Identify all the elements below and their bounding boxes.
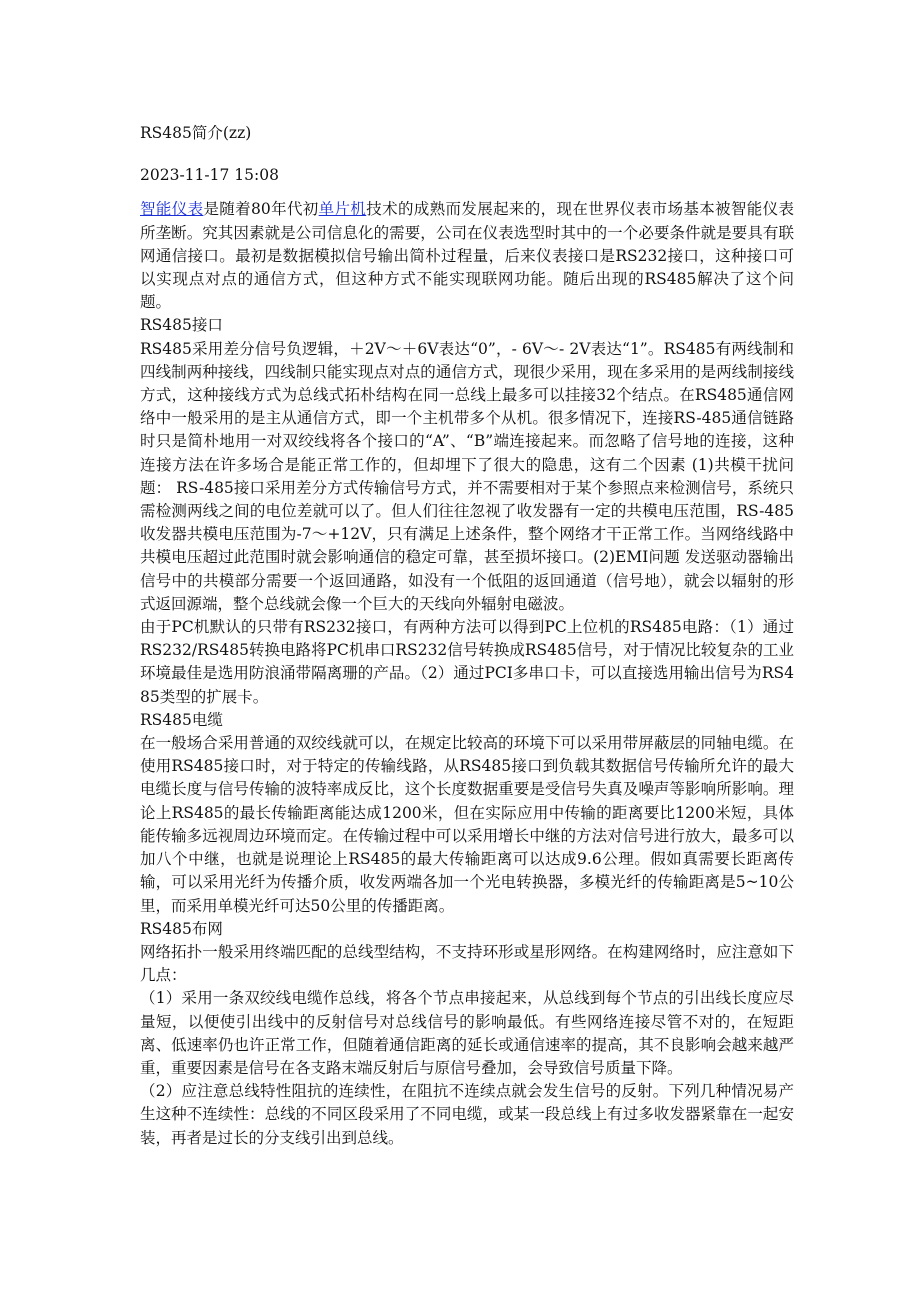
section-heading-network: RS485布网 bbox=[140, 919, 223, 938]
microcontroller-link[interactable]: 单片机 bbox=[318, 200, 367, 219]
cable-paragraph-1: 在一般场合采用普通的双绞线就可以，在规定比较高的环境下可以采用带屏蔽层的同轴电缆。在使用RS485接口时，对于特定的传输线路，从RS485接口到负载其数据信号传输所允许的最大电缆长度与信号传输的波特率成反比，这个长度数据重要是受信号失真及噪声等影响所影响。理论上RS485的最长传输距离能达成1200米，但在实际应用中传输的距离要比1200米短，具体能传输多远视周边环境而定。在传输过程中可以采用增长中继的方法对信号进行放大，最多可以加八个中继，也就是说理论上RS485的最大传输距离可以达成9.6公理。假如真需要长距离传输，可以采用光纤为传播介质，收发两端各加一个光电转换器，多模光纤的传输距离是5~10公里，而采用单模光纤可达50公里的传播距离。 bbox=[140, 734, 794, 915]
intro-paragraph bbox=[140, 198, 794, 314]
interface-paragraph-2: 由于PC机默认的只带有RS232接口，有两种方法可以得到PC上位机的RS485电路：（1）通过RS232/RS485转换电路将PC机串口RS232信号转换成RS485信号，对于情况比较复杂的工业环境最佳是选用防浪涌带隔离珊的产品。（2）通过PCI多串口卡，可以直接选用输出信号为RS485类型的扩展卡。 bbox=[140, 618, 794, 706]
section-heading-interface: RS485接口 bbox=[140, 316, 223, 335]
network-paragraph-2: （1）采用一条双绞线电缆作总线，将各个节点串接起来，从总线到每个节点的引出线长度应尽量短，以便使引出线中的反射信号对总线信号的影响最低。有些网络连接尽管不对的，在短距离、低速率仍也许正常工作，但随着通信距离的延长或通信速率的提高，其不良影响会越来越严重，重要因素是信号在各支路末端反射后与原信号叠加，会导致信号质量下降。 bbox=[140, 989, 794, 1077]
section-heading-cable: RS485电缆 bbox=[140, 710, 223, 729]
document-title: RS485简介(zz) bbox=[140, 124, 252, 142]
document-body bbox=[140, 198, 794, 1149]
interface-paragraph-1: RS485采用差分信号负逻辑，＋2V～＋6V表达“0”，- 6V～- 2V表达“1”。RS485有两线制和四线制两种接线，四线制只能实现点对点的通信方式，现很少采用，现在多采用的是两线制接线方式，这种接线方式为总线式拓朴结构在同一总线上最多可以挂接32个结点。在RS485通信网络中一般采用的是主从通信方式，即一个主机带多个从机。很多情况下，连接RS-485通信链路时只是简朴地用一对双绞线将各个接口的“A”、“B”端连接起来。而忽略了信号地的连接，这种连接方法在许多场合是能正常工作的，但却埋下了很大的隐患，这有二个因素 (1)共模干扰问题： RS-485接口采用差分方式传输信号方式，并不需要相对于某个参照点来检测信号，系统只需检测两线之间的电位差就可以了。但人们往往忽视了收发器有一定的共模电压范围，RS-485收发器共模电压范围为-7～+12V，只有满足上述条件，整个网络才干正常工作。当网络线路中 共模电压超过此范围时就会影响通信的稳定可靠，甚至损坏接口。(2)EMI问题 发送驱动器输出信号中的共模部分需要一个返回通路，如没有一个低阻的返回通道（信号地），就会以辐射的形式返回源端，整个总线就会像一个巨大的天线向外辐射电磁波。 bbox=[140, 339, 794, 613]
intro-text-1: 是随着80年代初 bbox=[203, 200, 319, 219]
network-paragraph-3: （2）应注意总线特性阻抗的连续性，在阻抗不连续点就会发生信号的反射。下列几种情况易产生这种不连续性：总线的不同区段采用了不同电缆，或某一段总线上有过多收发器紧靠在一起安装，再者是过长的分支线引出到总线。 bbox=[140, 1082, 794, 1147]
smart-instrument-link[interactable]: 智能仪表 bbox=[140, 200, 204, 219]
network-paragraph-1: 网络拓扑一般采用终端匹配的总线型结构，不支持环形或星形网络。在构建网络时，应注意如下几点： bbox=[140, 942, 794, 985]
intro-text-2: 技术的成熟而发展起来的，现在世界仪表市场基本被智能仪表所垄断。究其因素就是公司信息化的需要，公司在仪表选型时其中的一个必要条件就是要具有联网通信接口。最初是数据模拟信号输出简朴过程量，后来仪表接口是RS232接口，这种接口可以实现点对点的通信方式，但这种方式不能实现联网功能。随后出现的RS485解决了这个问题。 bbox=[140, 200, 794, 312]
document-date: 2023-11-17 15:08 bbox=[140, 166, 279, 185]
